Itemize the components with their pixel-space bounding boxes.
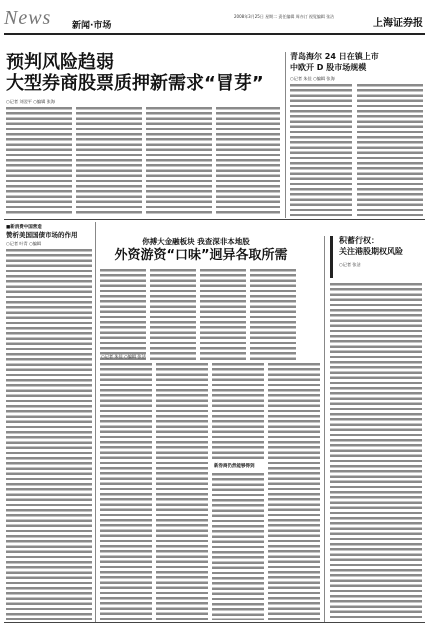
center-col3-top bbox=[200, 268, 246, 360]
center-kicker: 你搏大金融板块 我查深非本地股 bbox=[142, 237, 250, 246]
commentary-title-2: 关注港股期权风险 bbox=[339, 247, 403, 256]
center-col1 bbox=[100, 362, 152, 620]
center-col2-top bbox=[150, 268, 196, 360]
footer-rule bbox=[4, 622, 425, 623]
center-headline: 外资游资“口味”迥异各取所需 bbox=[114, 248, 288, 263]
column-divider-right bbox=[324, 236, 325, 622]
left-story-headline: 赞析美国国债市场的作用 bbox=[6, 231, 78, 239]
right-byline: ○记者 朱佳 ○编辑 张海 bbox=[290, 76, 335, 81]
column-divider-left bbox=[95, 222, 96, 622]
column-divider bbox=[285, 52, 286, 218]
left-story-byline: ○记者 叶青 ○编辑 bbox=[6, 241, 42, 246]
issue-line: 2008年3月25日 星期二 责任编辑 周亦汀 视觉编辑 张洁 bbox=[234, 14, 335, 19]
main-headline-line2: 大型券商股票质押新需求“冒芽” bbox=[6, 73, 264, 94]
commentary-byline: ○记者 张洁 bbox=[339, 262, 361, 267]
main-byline: ○记者 刘翌平 ○编辑 张海 bbox=[6, 99, 55, 104]
page-header bbox=[4, 4, 425, 34]
right-story-col2 bbox=[357, 83, 423, 216]
commentary-title-1: 积蓄行权： bbox=[339, 236, 379, 245]
section-name: 新闻·市场 bbox=[72, 21, 112, 31]
right-headline-line1: 青岛海尔 24 日在镇上市 bbox=[290, 52, 379, 61]
center-col1-top bbox=[100, 268, 146, 360]
main-story-col4 bbox=[216, 106, 280, 214]
newspaper-name: 上海证券报 bbox=[373, 18, 423, 29]
center-byline: ○记者 朱佳 ○编辑 张洁 bbox=[101, 354, 146, 359]
main-story-col2 bbox=[76, 106, 142, 214]
right-story-col1 bbox=[290, 83, 352, 216]
section-logo: News bbox=[4, 7, 52, 29]
commentary-box bbox=[330, 236, 425, 278]
center-col4 bbox=[268, 362, 320, 620]
section-rule bbox=[4, 219, 425, 220]
main-story-col1 bbox=[6, 106, 72, 214]
center-subhead-1: 新券商仍然能够得到 bbox=[214, 464, 255, 469]
left-story-text bbox=[6, 248, 92, 620]
center-col2 bbox=[156, 362, 208, 620]
main-headline-line1: 预判风险趋弱 bbox=[6, 52, 114, 73]
right-headline-line2: 中欧开 D 股市场规模 bbox=[290, 63, 367, 72]
center-col3 bbox=[212, 472, 264, 620]
center-col3-top-text bbox=[212, 362, 264, 462]
header-rule bbox=[4, 33, 425, 35]
center-col4-top bbox=[250, 268, 296, 360]
left-story-tag: ■新消费中国营造 bbox=[6, 225, 42, 230]
main-story-col3 bbox=[146, 106, 212, 214]
commentary-text bbox=[330, 282, 422, 620]
